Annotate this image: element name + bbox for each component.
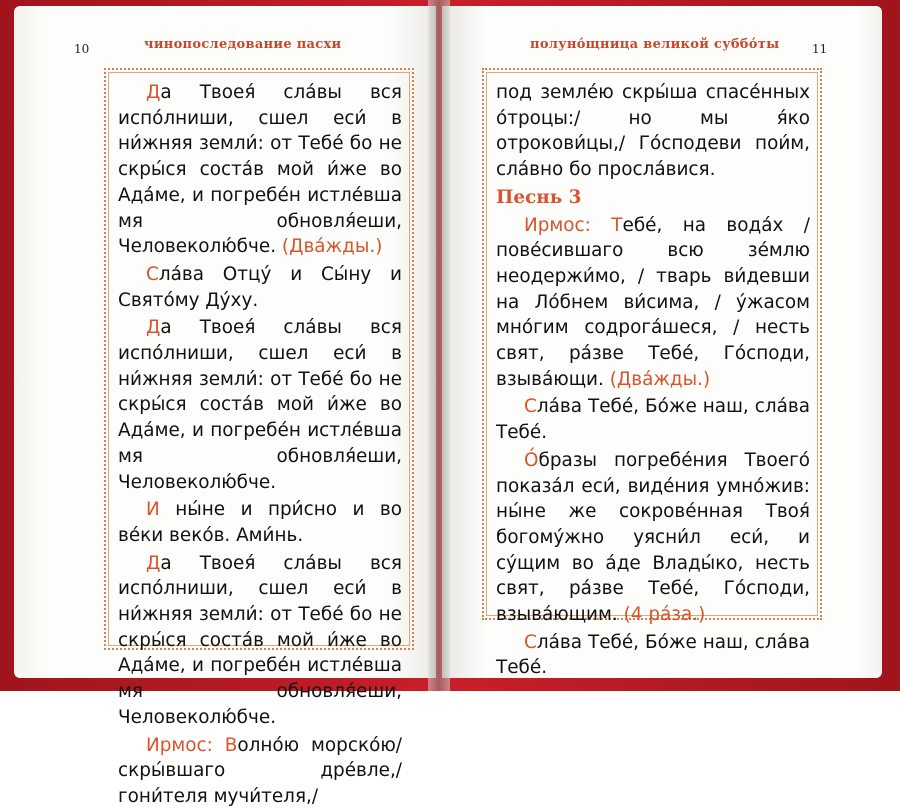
left-page-text: [118, 80, 402, 812]
paragraph: Сла́ва Тебе́, Бо́же наш, сла́ва Тебе́.: [496, 631, 810, 679]
right-page-text: [496, 80, 810, 683]
right-page: [442, 6, 882, 678]
paragraph: И ны́не и при́сно и во ве́ки веко́в. Ами́нь.: [118, 499, 402, 546]
left-page: [14, 6, 436, 807]
irmos-paragraph: Ирмос: Тебе́, на вода́х / пове́сившаго всю зе́млю неодержи́мо, / тварь ви́девши на Ло́бнем ви́сима, / у́жасом мно́гим содрога́шеся, / несть свят, ра́зве Тебе́, Го́споди, взыва́ющи. (Два́жды.): [496, 214, 810, 390]
page-number-left: 10: [74, 42, 90, 56]
book-gutter: [428, 0, 450, 691]
paragraph: Да Твоея́ сла́вы вся испо́лниши, сшел еси́ в ни́жняя земли́: от Тебе́ бо не скры́ся соста́в мой и́же во Ада́ме, и погребе́н истле́вша мя обновля́еши, Человеколю́бче. (Два́жды.): [118, 82, 402, 258]
paragraph: Да Твоея́ сла́вы вся испо́лниши, сшел еси́ в ни́жняя земли́: от Тебе́ бо не скры́ся соста́в мой и́же во Ада́ме, и погребе́н истле́вша мя обновля́еши, Человеколю́бче.: [118, 552, 402, 728]
paragraph: Да Твоея́ сла́вы вся испо́лниши, сшел еси́ в ни́жняя земли́: от Тебе́ бо не скры́ся соста́в мой и́же во Ада́ме, и погребе́н истле́вша мя обновля́еши, Человеколю́бче.: [118, 317, 402, 493]
running-head-left: чинопоследование пасхи: [144, 37, 342, 52]
running-head-right: полуно́щница великой суббо́ты: [530, 37, 780, 52]
irmos-paragraph: Ирмос: Волно́ю морско́ю/ скры́вшаго дре́вле,/ гони́теля мучи́теля,/: [118, 734, 402, 807]
paragraph: Сла́ва Тебе́, Бо́же наш, сла́ва Тебе́.: [496, 396, 810, 444]
paragraph: Сла́ва Отцу́ и Сы́ну и Свято́му Ду́ху.: [118, 263, 402, 311]
continuation-paragraph: под земле́ю скры́ша спасе́нных о́троцы:/ но мы я́ко отрокови́цы,/ Го́сподеви пои́м, сла́вно бо просла́вися.: [496, 82, 810, 181]
section-heading: Песнь 3: [496, 186, 582, 208]
page-number-right: 11: [812, 42, 828, 56]
paragraph: О́бразы погребе́ния Твоего́ показа́л еси́, виде́ния умно́жив: ны́не же сокрове́нная Твоя́ богому́жно уясни́л еси́, и су́щим во а́де Влады́ко, несть свят, ра́зве Тебе́, Го́споди, взыва́ющим. (4 ра́за.): [496, 449, 810, 626]
